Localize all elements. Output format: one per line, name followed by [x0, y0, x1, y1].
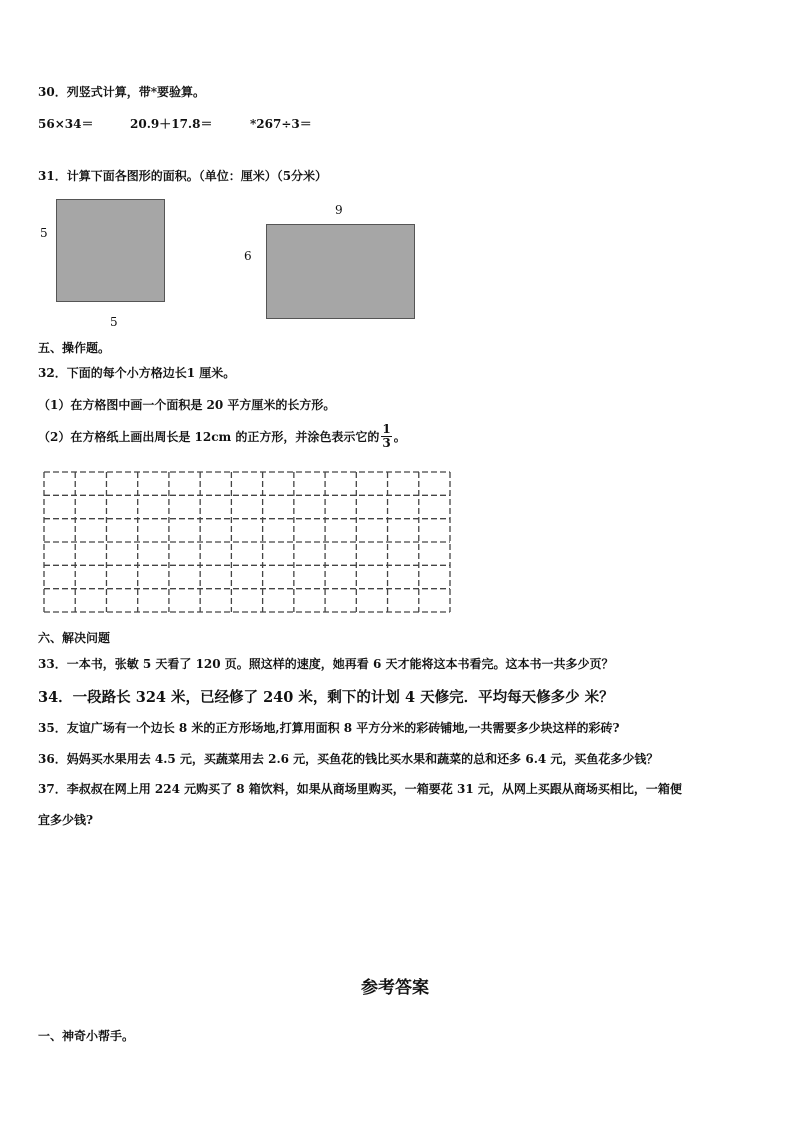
q32-part-2-text: （2）在方格纸上画出周长是 12cm 的正方形，并涂色表示它的 — [38, 430, 380, 444]
q30-expression-3: *267÷3＝ — [250, 117, 312, 131]
square-grid — [40, 468, 454, 616]
q31-title: 31．计算下面各图形的面积。（单位：厘米）（5分米） — [38, 169, 328, 183]
q30-title: 30．列竖式计算，带*要验算。 — [38, 85, 205, 99]
q37-text-line-2: 宜多少钱? — [38, 813, 94, 827]
fraction — [381, 423, 391, 450]
fraction-numerator: 1 — [382, 422, 391, 436]
rectangle-left-label: 6 — [244, 249, 252, 263]
rectangle-figure — [266, 224, 415, 319]
answers-title: 参考答案 — [361, 978, 429, 998]
q36-text: 36．妈妈买水果用去 4.5 元，买蔬菜用去 2.6 元，买鱼花的钱比买水果和蔬菜的总和还多 6.4 元，买鱼花多少钱？ — [38, 752, 659, 766]
q32-part-2-end: 。 — [393, 430, 406, 444]
q32-title: 32．下面的每个小方格边长1 厘米。 — [38, 366, 236, 380]
fraction-denominator: 3 — [382, 436, 391, 450]
square-figure — [56, 199, 165, 302]
answers-section-1: 一、神奇小帮手。 — [38, 1029, 135, 1043]
section-5-heading: 五、操作题。 — [38, 341, 111, 355]
q35-text: 35．友谊广场有一个边长 8 米的正方形场地,打算用面积 8 平方分米的彩砖铺地,一共需要多少块这样的彩砖? — [38, 721, 620, 735]
square-bottom-label: 5 — [110, 315, 118, 329]
q34-text: 34．一段路长 324 米，已经修了 240 米，剩下的计划 4 天修完．平均每天修多少 米？ — [38, 689, 614, 706]
q32-part-1: （1）在方格图中画一个面积是 20 平方厘米的长方形。 — [38, 398, 336, 412]
q32-part-2 — [38, 423, 406, 450]
section-6-heading: 六、解决问题 — [38, 631, 111, 645]
q30-expression-1: 56×34＝ — [38, 117, 94, 131]
q33-text: 33．一本书，张敏 5 天看了 120 页。照这样的速度，她再看 6 天才能将这本书看完。这本书一共多少页？ — [38, 657, 614, 671]
rectangle-top-label: 9 — [335, 203, 343, 217]
q30-expression-2: 20.9＋17.8＝ — [130, 117, 213, 131]
square-left-label: 5 — [40, 226, 48, 240]
q37-text-line-1: 37．李叔叔在网上用 224 元购买了 8 箱饮料，如果从商场里购买，一箱要花 31 元，从网上买跟从商场买相比，一箱便 — [38, 782, 682, 796]
